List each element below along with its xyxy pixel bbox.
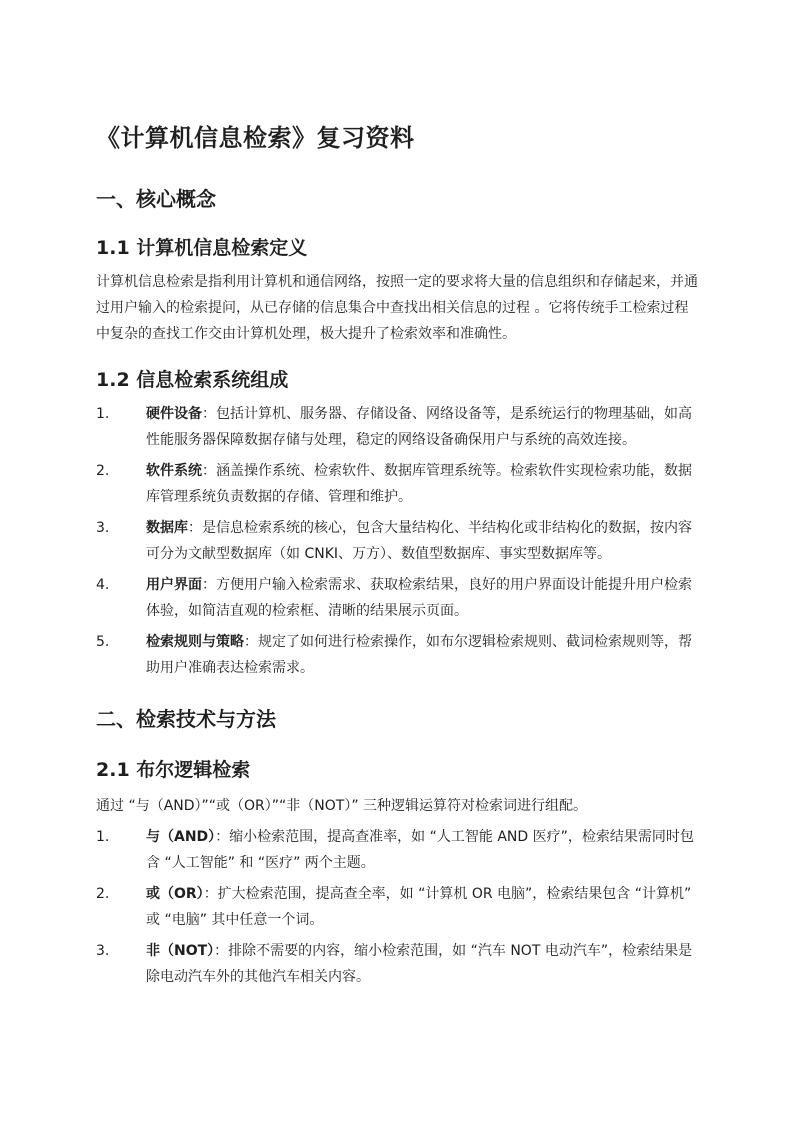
- list-item-term: 数据库: [146, 520, 188, 536]
- list-item-number: 3.: [96, 520, 110, 536]
- list-item-term: 软件系统: [146, 463, 202, 479]
- list-item: [96, 881, 702, 933]
- list-item-term: 用户界面: [146, 577, 202, 593]
- list-item-number: 2.: [96, 886, 110, 902]
- list-item-description: ：扩大检索范围，提高查全率，如 “计算机 OR 电脑”，检索结果包含 “计算机” 或 “电脑” 其中任意一个词。: [146, 886, 692, 928]
- list-item: [96, 824, 702, 876]
- list-item-description: ：是信息检索系统的核心，包含大量结构化、半结构化或非结构化的数据，按内容可分为文献型数据库（如 CNKI、万方）、数值型数据库、事实型数据库等。: [146, 520, 692, 562]
- subsection-heading-system-components: 1.2 信息检索系统组成: [96, 369, 289, 391]
- list-item-description: ：涵盖操作系统、检索软件、数据库管理系统等。检索软件实现检索功能，数据库管理系统负责数据的存储、管理和维护。: [146, 463, 692, 505]
- list-item: [96, 629, 702, 681]
- list-item: [96, 515, 702, 567]
- subsection-heading-boolean-retrieval: 2.1 布尔逻辑检索: [96, 759, 251, 781]
- list-item-number: 1.: [96, 829, 110, 845]
- definition-paragraph: 计算机信息检索是指利用计算机和通信网络，按照一定的要求将大量的信息组织和存储起来，并通过用户输入的检索提问，从已存储的信息集合中查找出相关信息的过程 。它将传统手工检索过程中复杂的查找工作交由计算机处理，极大提升了检索效率和准确性。: [96, 274, 698, 342]
- list-item-number: 1.: [96, 406, 110, 422]
- list-item: [96, 458, 702, 510]
- document-page: [96, 118, 702, 995]
- list-item-number: 3.: [96, 943, 110, 959]
- list-item-description: ：包括计算机、服务器、存储设备、网络设备等，是系统运行的物理基础，如高性能服务器保障数据存储与处理，稳定的网络设备确保用户与系统的高效连接。: [146, 406, 692, 448]
- list-item-term: 与（AND）: [146, 829, 216, 845]
- section-heading-retrieval-techniques: 二、检索技术与方法: [96, 707, 276, 731]
- list-item-description: ：缩小检索范围，提高查准率，如 “人工智能 AND 医疗”，检索结果需同时包含 “人工智能” 和 “医疗” 两个主题。: [146, 829, 694, 871]
- boolean-intro-paragraph: 通过 “与（AND）”“或（OR）”“非（NOT）” 三种逻辑运算符对检索词进行组配。: [96, 798, 588, 814]
- list-item-description: ：方便用户输入检索需求、获取检索结果，良好的用户界面设计能提升用户检索体验，如简洁直观的检索框、清晰的结果展示页面。: [146, 577, 692, 619]
- system-components-list: [96, 401, 702, 681]
- section-heading-core-concepts: 一、核心概念: [96, 187, 216, 211]
- list-item-description: ：规定了如何进行检索操作，如布尔逻辑检索规则、截词检索规则等，帮助用户准确表达检索需求。: [146, 634, 692, 676]
- list-item-description: ：排除不需要的内容，缩小检索范围，如 “汽车 NOT 电动汽车”，检索结果是除电动汽车外的其他汽车相关内容。: [146, 943, 693, 985]
- list-item-number: 4.: [96, 577, 110, 593]
- document-title: 《计算机信息检索》复习资料: [96, 124, 415, 152]
- list-item-number: 2.: [96, 463, 110, 479]
- list-item-term: 非（NOT）: [146, 943, 215, 959]
- list-item: [96, 401, 702, 453]
- list-item-term: 或（OR）: [146, 886, 204, 902]
- list-item: [96, 572, 702, 624]
- list-item-term: 硬件设备: [146, 406, 202, 422]
- list-item: [96, 938, 702, 990]
- list-item-number: 5.: [96, 634, 110, 650]
- boolean-operators-list: [96, 824, 702, 990]
- subsection-heading-definition: 1.1 计算机信息检索定义: [96, 237, 308, 259]
- list-item-term: 检索规则与策略: [146, 634, 244, 650]
